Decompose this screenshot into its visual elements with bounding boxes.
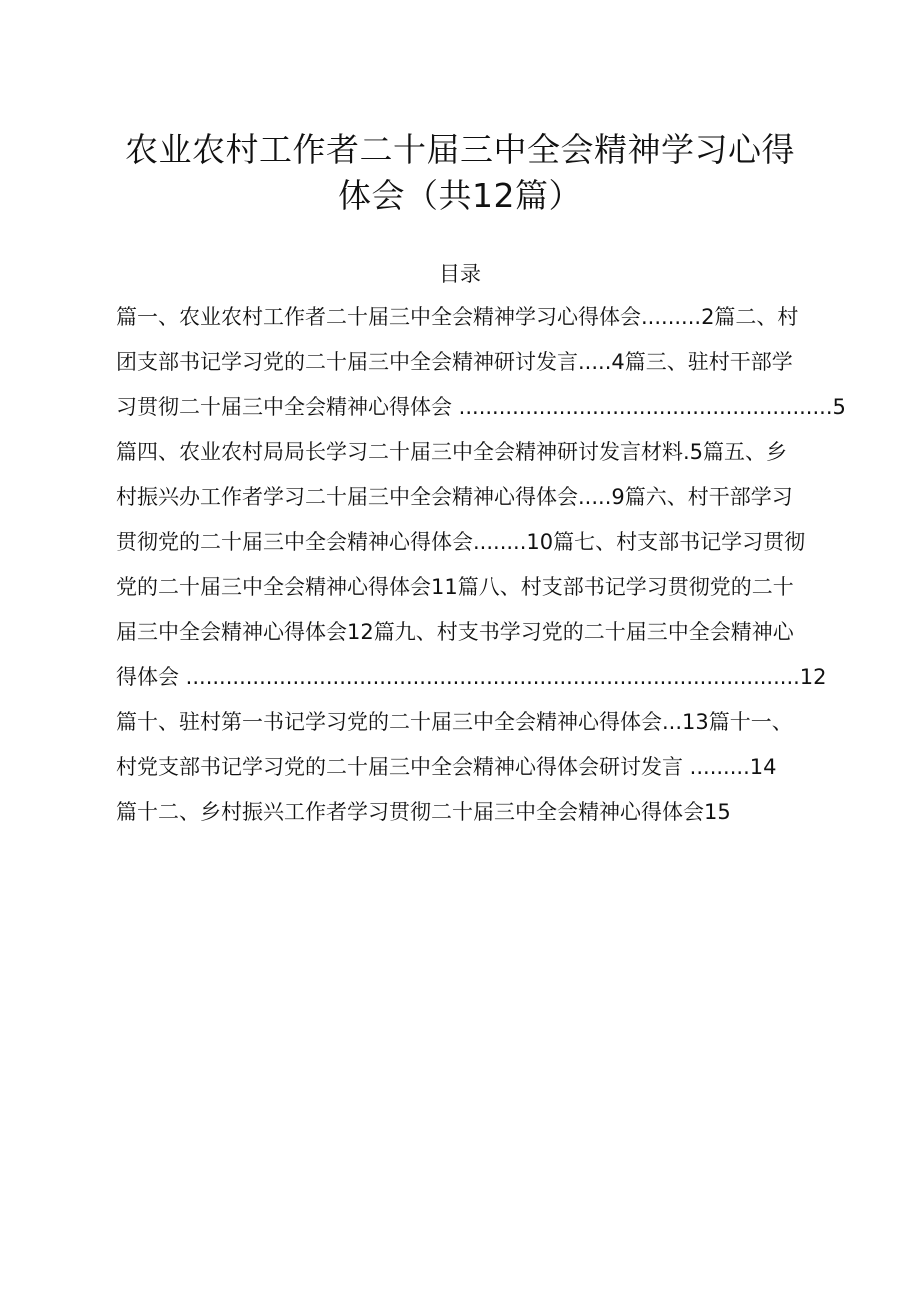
toc-line: 村振兴办工作者学习二十届三中全会精神心得体会.....9篇六、村干部学习 [116,485,793,509]
document-title-line-2: 体会（共12篇） [338,176,582,215]
toc-line: 习贯彻二十届三中全会精神心得体会 ........................................................5 [116,395,846,419]
toc-line: 得体会 ............................................................................................12 [116,665,827,689]
toc-heading: 目录 [439,262,481,286]
toc-line: 篇十、驻村第一书记学习党的二十届三中全会精神心得体会...13篇十一、 [116,710,793,734]
toc-line: 篇十二、乡村振兴工作者学习贯彻二十届三中全会精神心得体会15 [116,800,731,824]
toc-line: 届三中全会精神心得体会12篇九、村支书学习党的二十届三中全会精神心 [116,620,794,644]
toc-line: 贯彻党的二十届三中全会精神心得体会........10篇七、村支部书记学习贯彻 [116,530,806,554]
toc-line: 党的二十届三中全会精神心得体会11篇八、村支部书记学习贯彻党的二十 [116,575,794,599]
toc-line: 团支部书记学习党的二十届三中全会精神研讨发言.....4篇三、驻村干部学 [116,350,793,374]
document-title-line-1: 农业农村工作者二十届三中全会精神学习心得 [125,130,795,169]
toc-line: 村党支部书记学习党的二十届三中全会精神心得体会研讨发言 .........14 [116,755,777,779]
toc-line: 篇四、农业农村局局长学习二十届三中全会精神研讨发言材料.5篇五、乡 [116,440,788,464]
toc-line: 篇一、农业农村工作者二十届三中全会精神学习心得体会.........2篇二、村 [116,305,799,329]
